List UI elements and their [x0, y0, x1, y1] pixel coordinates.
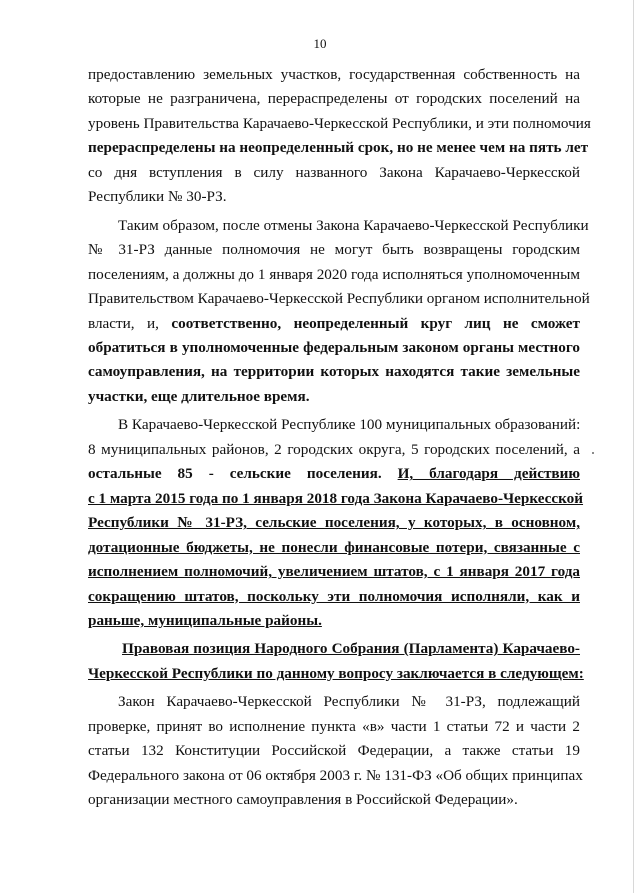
bold-text: самоуправления, на территории которых находятся такие земельные [88, 363, 580, 381]
bold-text: соответственно, неопределенный круг лиц не сможет [171, 314, 580, 332]
text-line: № 31-РЗ данные полномочия не могут быть возвращены городским [88, 241, 580, 259]
text-line [88, 136, 589, 160]
text-line [88, 609, 580, 633]
text-line: со дня вступления в силу названного Закона Карачаево-Черкесской [88, 163, 580, 181]
text-line: Республики № 30-РЗ. [88, 188, 227, 206]
bold-underlined-text: И, благодаря действию [397, 465, 580, 483]
bold-text: остальные 85 - сельские поселения. [88, 465, 382, 483]
text-line [88, 511, 580, 535]
page-number: 10 [313, 36, 327, 51]
text-line: которые не разграничена, перераспределены от городских поселений на [88, 90, 580, 108]
text-line: Федерального закона от 06 октября 2003 г. № 131-ФЗ «Об общих принципах [88, 766, 583, 784]
text-line [88, 336, 580, 360]
text-line: статьи 132 Конституции Российской Федерации, а также статьи 19 [88, 742, 580, 760]
bold-underlined-text: сокращению штатов, поскольку эти полномочия исполняли, как и [88, 587, 580, 605]
text-line [88, 312, 580, 336]
bold-underlined-text: раньше, муниципальные районы. [88, 611, 322, 629]
section-heading [88, 662, 584, 686]
text-line: организации местного самоуправления в Российской Федерации». [88, 791, 518, 809]
bold-underlined-text: дотационные бюджеты, не понесли финансовые потери, связанные с [88, 538, 580, 556]
text-line: уровень Правительства Карачаево-Черкесской Республики, и эти полномочия [88, 114, 591, 132]
text-line [88, 462, 580, 486]
body-text [88, 63, 591, 813]
bold-underlined-text: с 1 марта 2015 года по 1 января 2018 года Закона Карачаево-Черкесской [88, 489, 584, 507]
text-line: предоставлению земельных участков, государственная собственность на [88, 66, 580, 83]
text-line [88, 560, 580, 584]
bold-text: перераспределены на неопределенный срок, но не менее чем на пять лет [88, 139, 589, 157]
bold-text: обратиться в уполномоченные федеральным законом органы местного [88, 338, 580, 356]
bold-underlined-text: Черкесской Республики по данному вопросу заключается в следующем: [88, 664, 584, 682]
text-line [88, 487, 584, 511]
text-line: Правительством Карачаево-Черкесской Республики органом исполнительной [88, 290, 590, 308]
text-line [88, 385, 580, 409]
plain-text: власти, и, [88, 314, 172, 332]
text-line [88, 585, 580, 609]
bold-underlined-text: Республики № 31-РЗ, сельские поселения, у которых, в основном, [88, 514, 580, 532]
bold-underlined-text: исполнением полномочий, увеличением штатов, с 1 января 2017 года [88, 563, 580, 581]
scan-edge-line [633, 0, 634, 893]
text-line: проверке, принят во исполнение пункта «в» части 1 статьи 72 и части 2 [88, 717, 580, 735]
text-line [88, 536, 580, 560]
bold-text: участки, еще длительное время. [88, 387, 310, 405]
bold-underlined-text: Правовая позиция Народного Собрания (Парламента) Карачаево- [122, 640, 580, 658]
text-line: поселениям, а должны до 1 января 2020 года исполняться уполномоченным [88, 265, 580, 283]
text-line [88, 360, 580, 384]
text-line: Таким образом, после отмены Закона Карачаево-Черкесской Республики [118, 216, 589, 234]
section-heading [88, 637, 580, 661]
scan-speck [592, 452, 594, 454]
text-line: В Карачаево-Черкесской Республике 100 муниципальных образований: [118, 416, 581, 434]
text-line: Закон Карачаево-Черкесской Республики № 31-РЗ, подлежащий [118, 693, 580, 711]
text-line: 8 муниципальных районов, 2 городских округа, 5 городских поселений, а [88, 440, 580, 458]
